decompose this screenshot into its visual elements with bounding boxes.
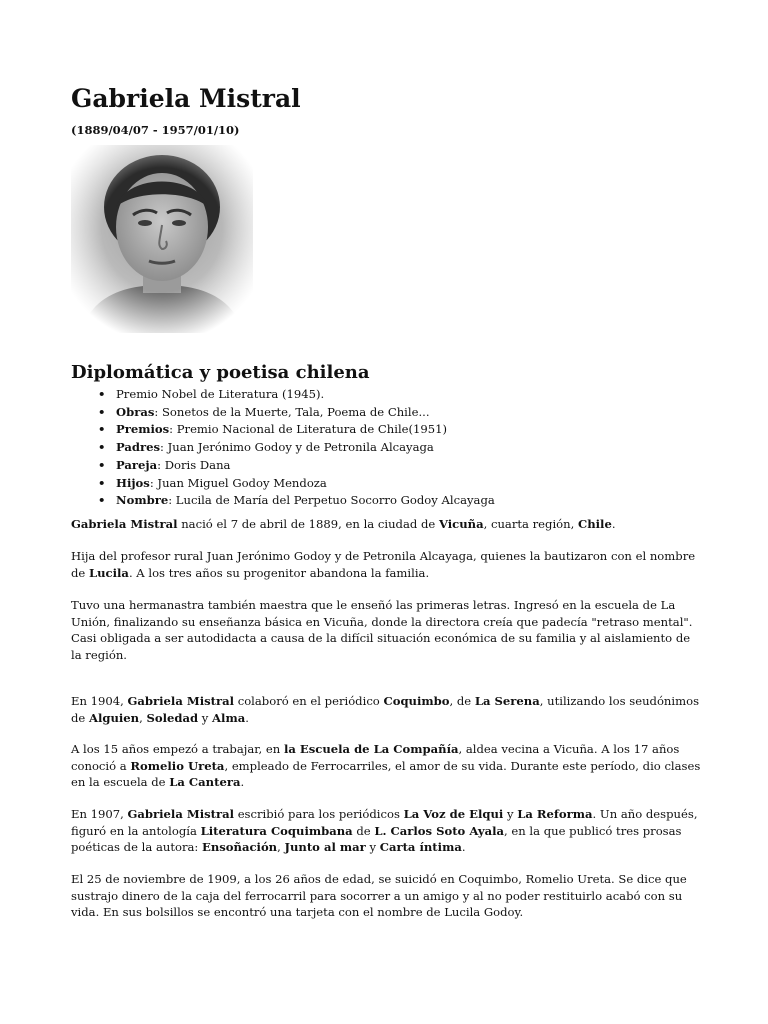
paragraph-education: Tuvo una hermanastra también maestra que le enseñó las primeras letras. Ingresó en la escuela de La Unión, finalizando su enseñanza básica en Vicuña, donde la directora creía que padecía "retraso mental". Casi obligada a ser autodidacta a causa de la difícil situación económica de su familia y al aislamiento de la región. xyxy=(71,598,693,662)
list-item: • Hijos: Juan Miguel Godoy Mendoza xyxy=(98,475,718,493)
paragraph-1907: En 1907, Gabriela Mistral escribió para los periódicos La Voz de Elqui y La Reforma. Un año después, figuró en la antología Literatura Coquimbana de L. Carlos Soto Ayala, en la que publicó tres prosas poéticas de la autora: Ensoñación, Junto al mar y Carta íntima. xyxy=(71,807,698,855)
list-item: • Obras: Sonetos de la Muerte, Tala, Poema de Chile... xyxy=(98,404,718,422)
paragraph-work: A los 15 años empezó a trabajar, en la Escuela de La Compañía, aldea vecina a Vicuña. A los 17 años conoció a Romelio Ureta, empleado de Ferrocarriles, el amor de su vida. Durante este período, dio clases en la escuela de La Cantera. xyxy=(71,742,701,790)
page-title: Gabriela Mistral xyxy=(71,84,301,113)
section-heading: Diplomática y poetisa chilena xyxy=(71,362,370,383)
list-item: • Premio Nobel de Literatura (1945). xyxy=(98,386,718,404)
list-item: • Padres: Juan Jerónimo Godoy y de Petronila Alcayaga xyxy=(98,439,718,457)
list-item: • Premios: Premio Nacional de Literatura de Chile(1951) xyxy=(98,421,718,439)
list-item: • Nombre: Lucila de María del Perpetuo Socorro Godoy Alcayaga xyxy=(98,492,718,510)
facts-list xyxy=(98,386,718,510)
paragraph-family: Hija del profesor rural Juan Jerónimo Godoy y de Petronila Alcayaga, quienes la bautizaron con el nombre de Lucila. A los tres años su progenitor abandona la familia. xyxy=(71,549,696,580)
paragraph-1904: En 1904, Gabriela Mistral colaboró en el periódico Coquimbo, de La Serena, utilizando los seudónimos de Alguien, Soledad y Alma. xyxy=(71,694,700,725)
life-dates: (1889/04/07 - 1957/01/10) xyxy=(71,123,240,137)
paragraph-birth: Gabriela Mistral nació el 7 de abril de 1889, en la ciudad de Vicuña, cuarta región, Chile. xyxy=(71,517,616,531)
list-item: • Pareja: Doris Dana xyxy=(98,457,718,475)
paragraph-1909: El 25 de noviembre de 1909, a los 26 años de edad, se suicidó en Coquimbo, Romelio Ureta. Se dice que sustrajo dinero de la caja del ferrocarril para socorrer a un amigo y al no poder restituirlo acabó con su vida. En sus bolsillos se encontró una tarjeta con el nombre de Lucila Godoy. xyxy=(71,872,687,920)
portrait-photo xyxy=(71,145,253,333)
